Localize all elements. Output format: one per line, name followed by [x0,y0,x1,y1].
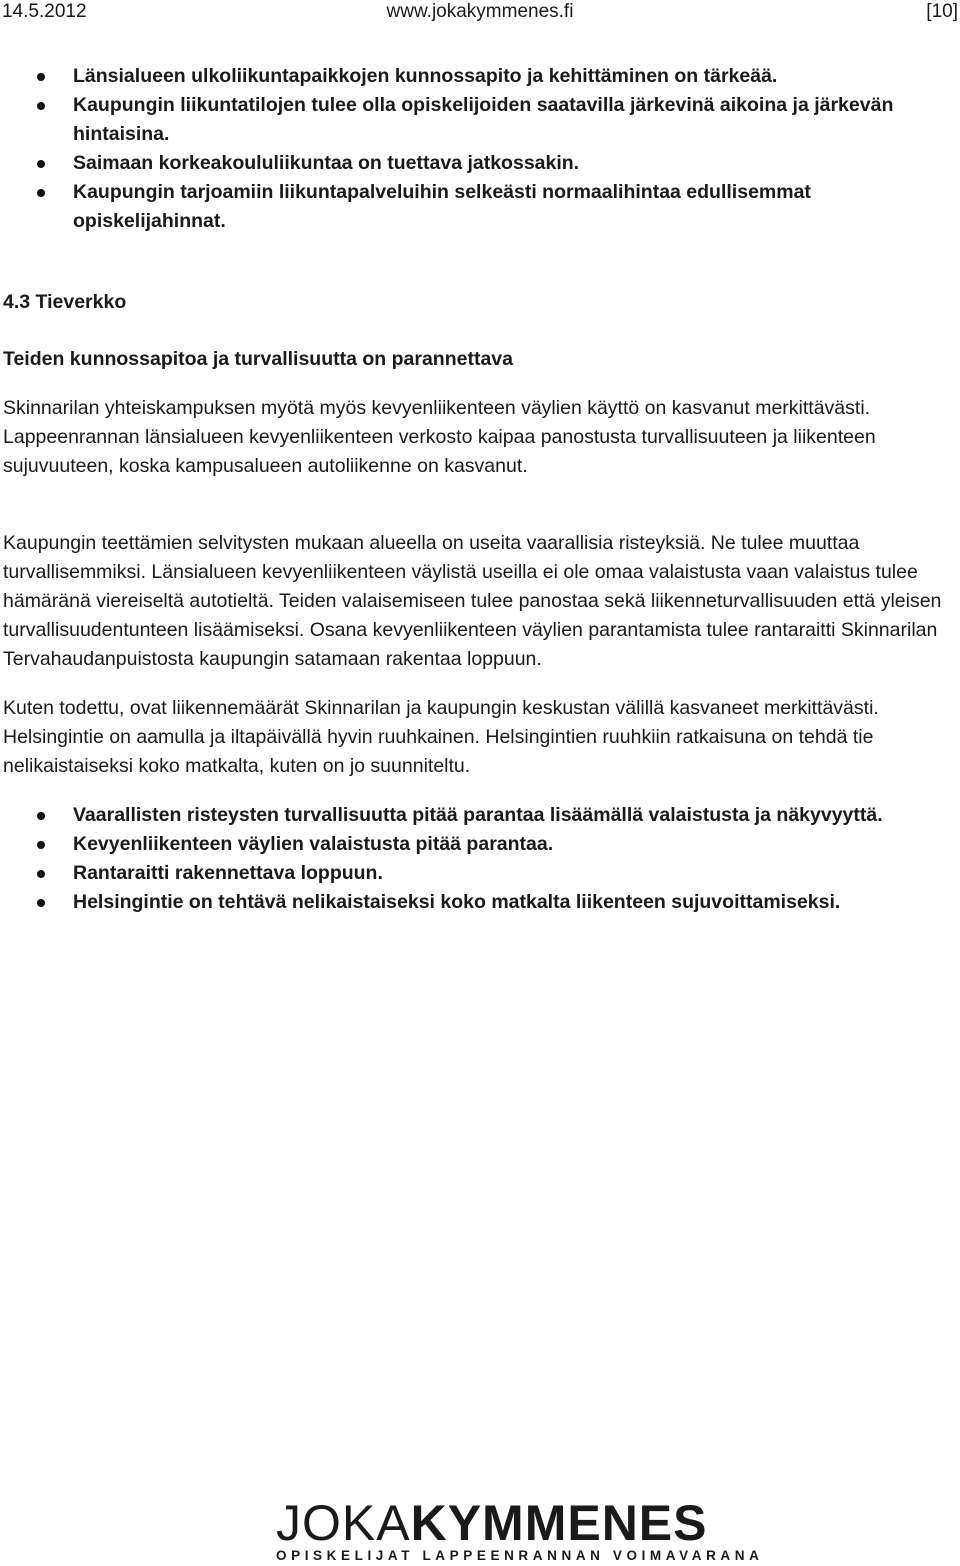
logo-wordmark-light: JOKA [276,1495,411,1551]
logo-tagline: OPISKELIJAT LAPPEENRANNAN VOIMAVARANA [276,1548,764,1563]
bottom-bullet-list [3,801,943,917]
section-subheading: Teiden kunnossapitoa ja turvallisuutta on parannettava [3,348,513,370]
jokakymmenes-logo [276,1495,764,1566]
list-item: Saimaan korkeakoululiikuntaa on tuettava jatkossakin. [3,149,943,178]
header-page-number: [10] [926,1,958,22]
top-bullet-list [3,62,943,236]
list-item: Kaupungin tarjoamiin liikuntapalveluihin selkeästi normaalihintaa edullisemmat opiskelijahinnat. [3,178,943,236]
header-url: www.jokakymmenes.fi [386,1,574,22]
list-item: Kevyenliikenteen väylien valaistusta pitää parantaa. [3,830,943,859]
logo-wordmark [276,1495,708,1551]
list-item: Rantaraitti rakennettava loppuun. [3,859,943,888]
paragraph: Kaupungin teettämien selvitysten mukaan alueella on useita vaarallisia risteyksiä. Ne tulee muuttaa turvallisemmiksi. Länsialueen kevyenliikenteen väylistä useilla ei ole omaa valaistusta vaan valaistus tulee hämäränä viereiseltä autotieltä. Teiden valaisemiseen tulee panostaa sekä liikenneturvallisuuden että yleisen turvallisuudentunteen lisäämiseksi. Osana kevyenliikenteen väylien parantamista tulee rantaraitti Skinnarilan Tervahaudanpuistosta kaupungin satamaan rakentaa loppuun. [3,532,942,670]
section-heading: 4.3 Tieverkko [3,291,127,313]
page-content [3,62,943,917]
list-item: Kaupungin liikuntatilojen tulee olla opiskelijoiden saatavilla järkevinä aikoina ja järkevän hintaisina. [3,91,943,149]
paragraph: Kuten todettu, ovat liikennemäärät Skinnarilan ja kaupungin keskustan välillä kasvaneet merkittävästi. Helsingintie on aamulla ja iltapäivällä hyvin ruuhkainen. Helsingintien ruuhkiin ratkaisuna on tehdä tie nelikaistaiseksi koko matkalta, kuten on jo suunniteltu. [3,697,879,777]
header-date: 14.5.2012 [2,1,87,22]
logo-wordmark-bold: KYMMENES [410,1495,708,1551]
paragraph: Skinnarilan yhteiskampuksen myötä myös kevyenliikenteen väylien käyttö on kasvanut merkittävästi. Lappeenrannan länsialueen kevyenliikenteen verkosto kaipaa panostusta turvallisuuteen ja liikenteen sujuvuuteen, koska kampusalueen autoliikenne on kasvanut. [3,397,876,477]
list-item: Helsingintie on tehtävä nelikaistaiseksi koko matkalta liikenteen sujuvoittamiseksi. [3,888,943,917]
list-item: Länsialueen ulkoliikuntapaikkojen kunnossapito ja kehittäminen on tärkeää. [3,62,943,91]
page-header [0,0,960,26]
list-item: Vaarallisten risteysten turvallisuutta pitää parantaa lisäämällä valaistusta ja näkyvyyttä. [3,801,943,830]
